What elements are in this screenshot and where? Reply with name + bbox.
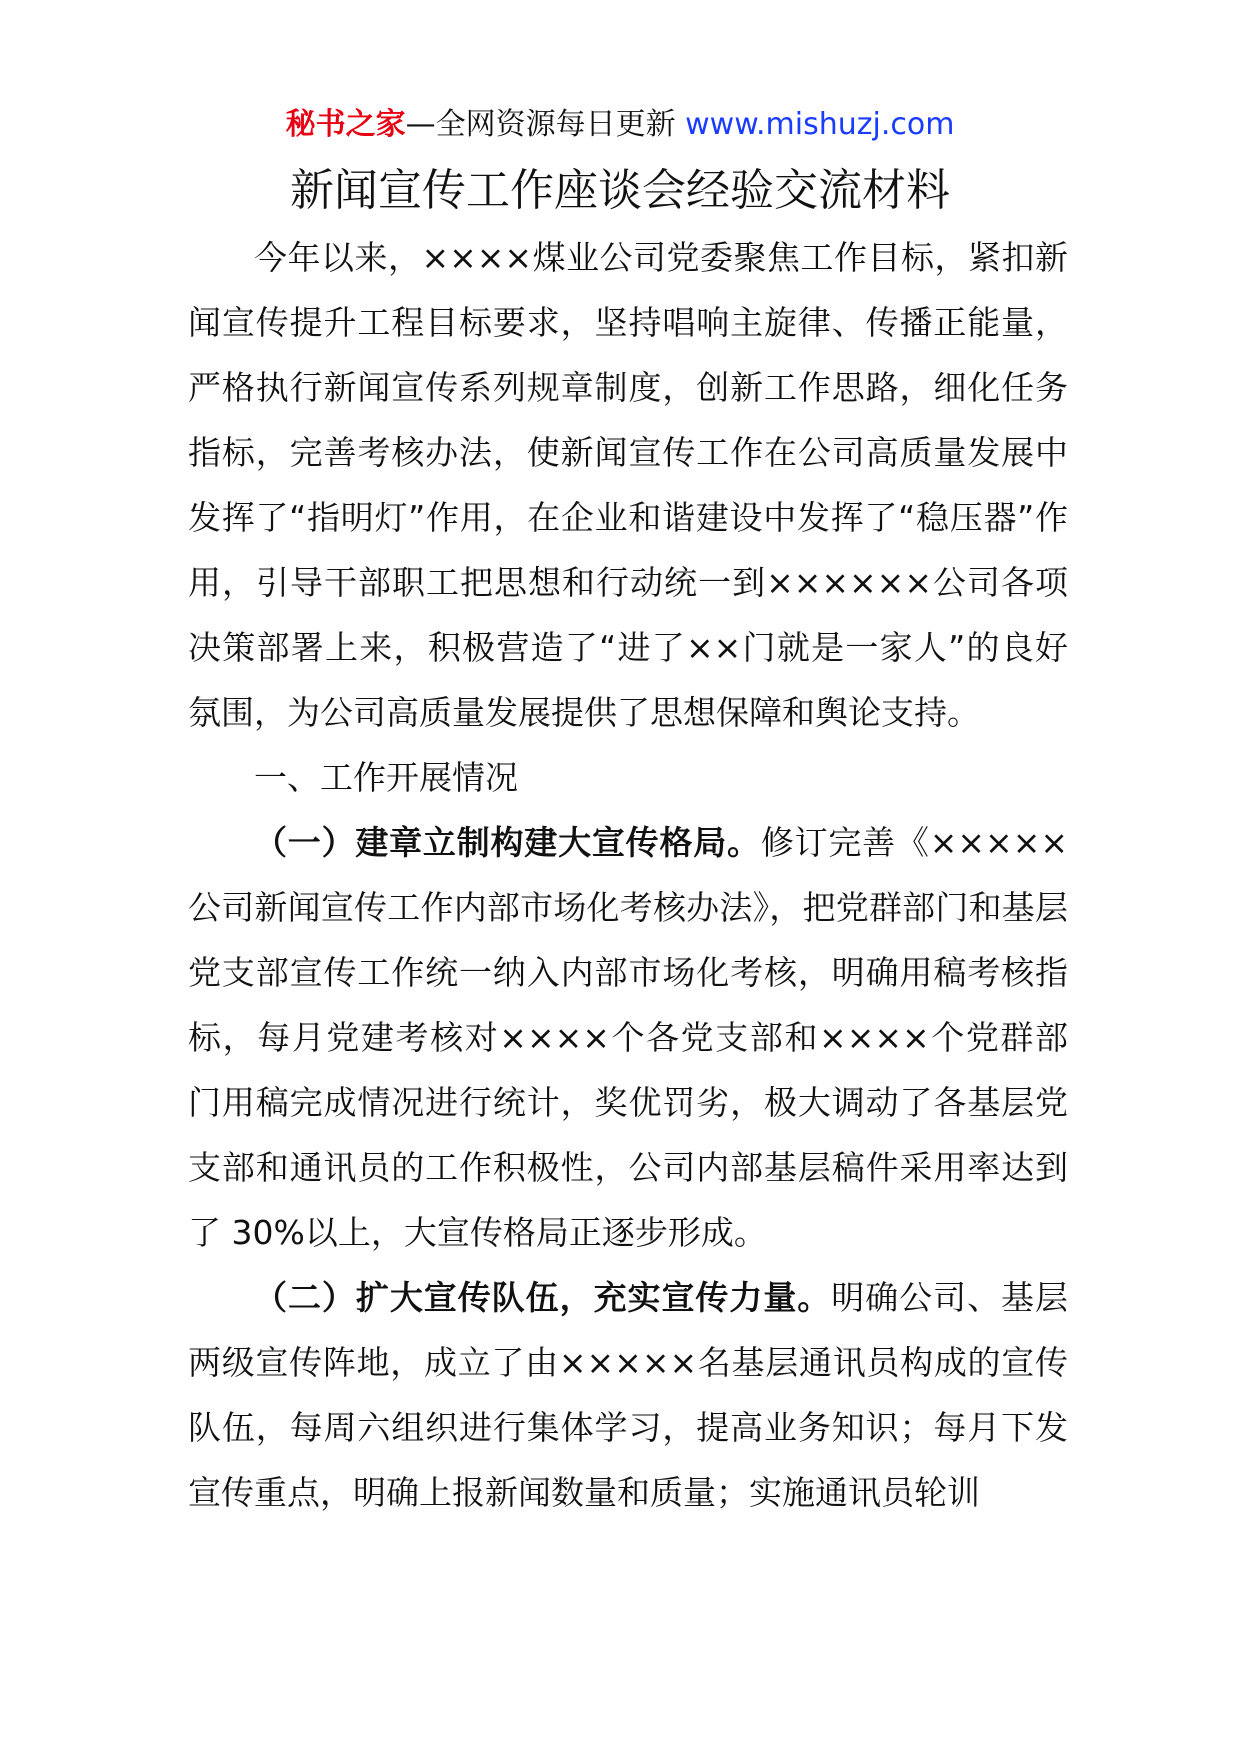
item-2-lead: （二）扩大宣传队伍，充实宣传力量。 (254, 1278, 832, 1317)
brand-slogan: —全网资源每日更新 (405, 107, 676, 142)
item-1-lead: （一）建章立制构建大宣传格局。 (254, 823, 761, 862)
item-2-text: 明确公司、基层两级宣传阵地，成立了由×××××名基层通讯员构成的宣传队伍，每周六组织进行集体学习，提高业务知识；每月下发宣传重点，明确上报新闻数量和质量；实施通讯员轮训 (188, 1278, 1069, 1512)
intro-paragraph: 今年以来，××××煤业公司党委聚焦工作目标，紧扣新闻宣传提升工程目标要求，坚持唱响主旋律、传播正能量，严格执行新闻宣传系列规章制度，创新工作思路，细化任务指标，完善考核办法，使新闻宣传工作在公司高质量发展中发挥了“指明灯”作用，在企业和谐建设中发挥了“稳压器”作用，引导干部职工把思想和行动统一到××××××公司各项决策部署上来，积极营造了“进了××门就是一家人”的良好氛围，为公司高质量发展提供了思想保障和舆论支持。 (188, 238, 1068, 732)
document-title: 新闻宣传工作座谈会经验交流材料 (290, 165, 950, 216)
item-1-text: 修订完善《×××××公司新闻宣传工作内部市场化考核办法》，把党群部门和基层党支部宣传工作统一纳入内部市场化考核，明确用稿考核指标，每月党建考核对××××个各党支部和××××个党群部门用稿完成情况进行统计，奖优罚劣，极大调动了各基层党支部和通讯员的工作积极性，公司内部基层稿件采用率达到了 30%以上，大宣传格局正逐步形成。 (188, 823, 1068, 1252)
document-body (188, 225, 1068, 1525)
site-banner (0, 100, 1240, 150)
site-url-link[interactable]: www.mishuzj.com (685, 107, 955, 142)
section-heading: 一、工作开展情况 (254, 758, 518, 797)
item-paragraph-2 (188, 1265, 1068, 1525)
brand-name: 秘书之家 (285, 107, 406, 142)
item-paragraph-1 (188, 810, 1068, 1265)
